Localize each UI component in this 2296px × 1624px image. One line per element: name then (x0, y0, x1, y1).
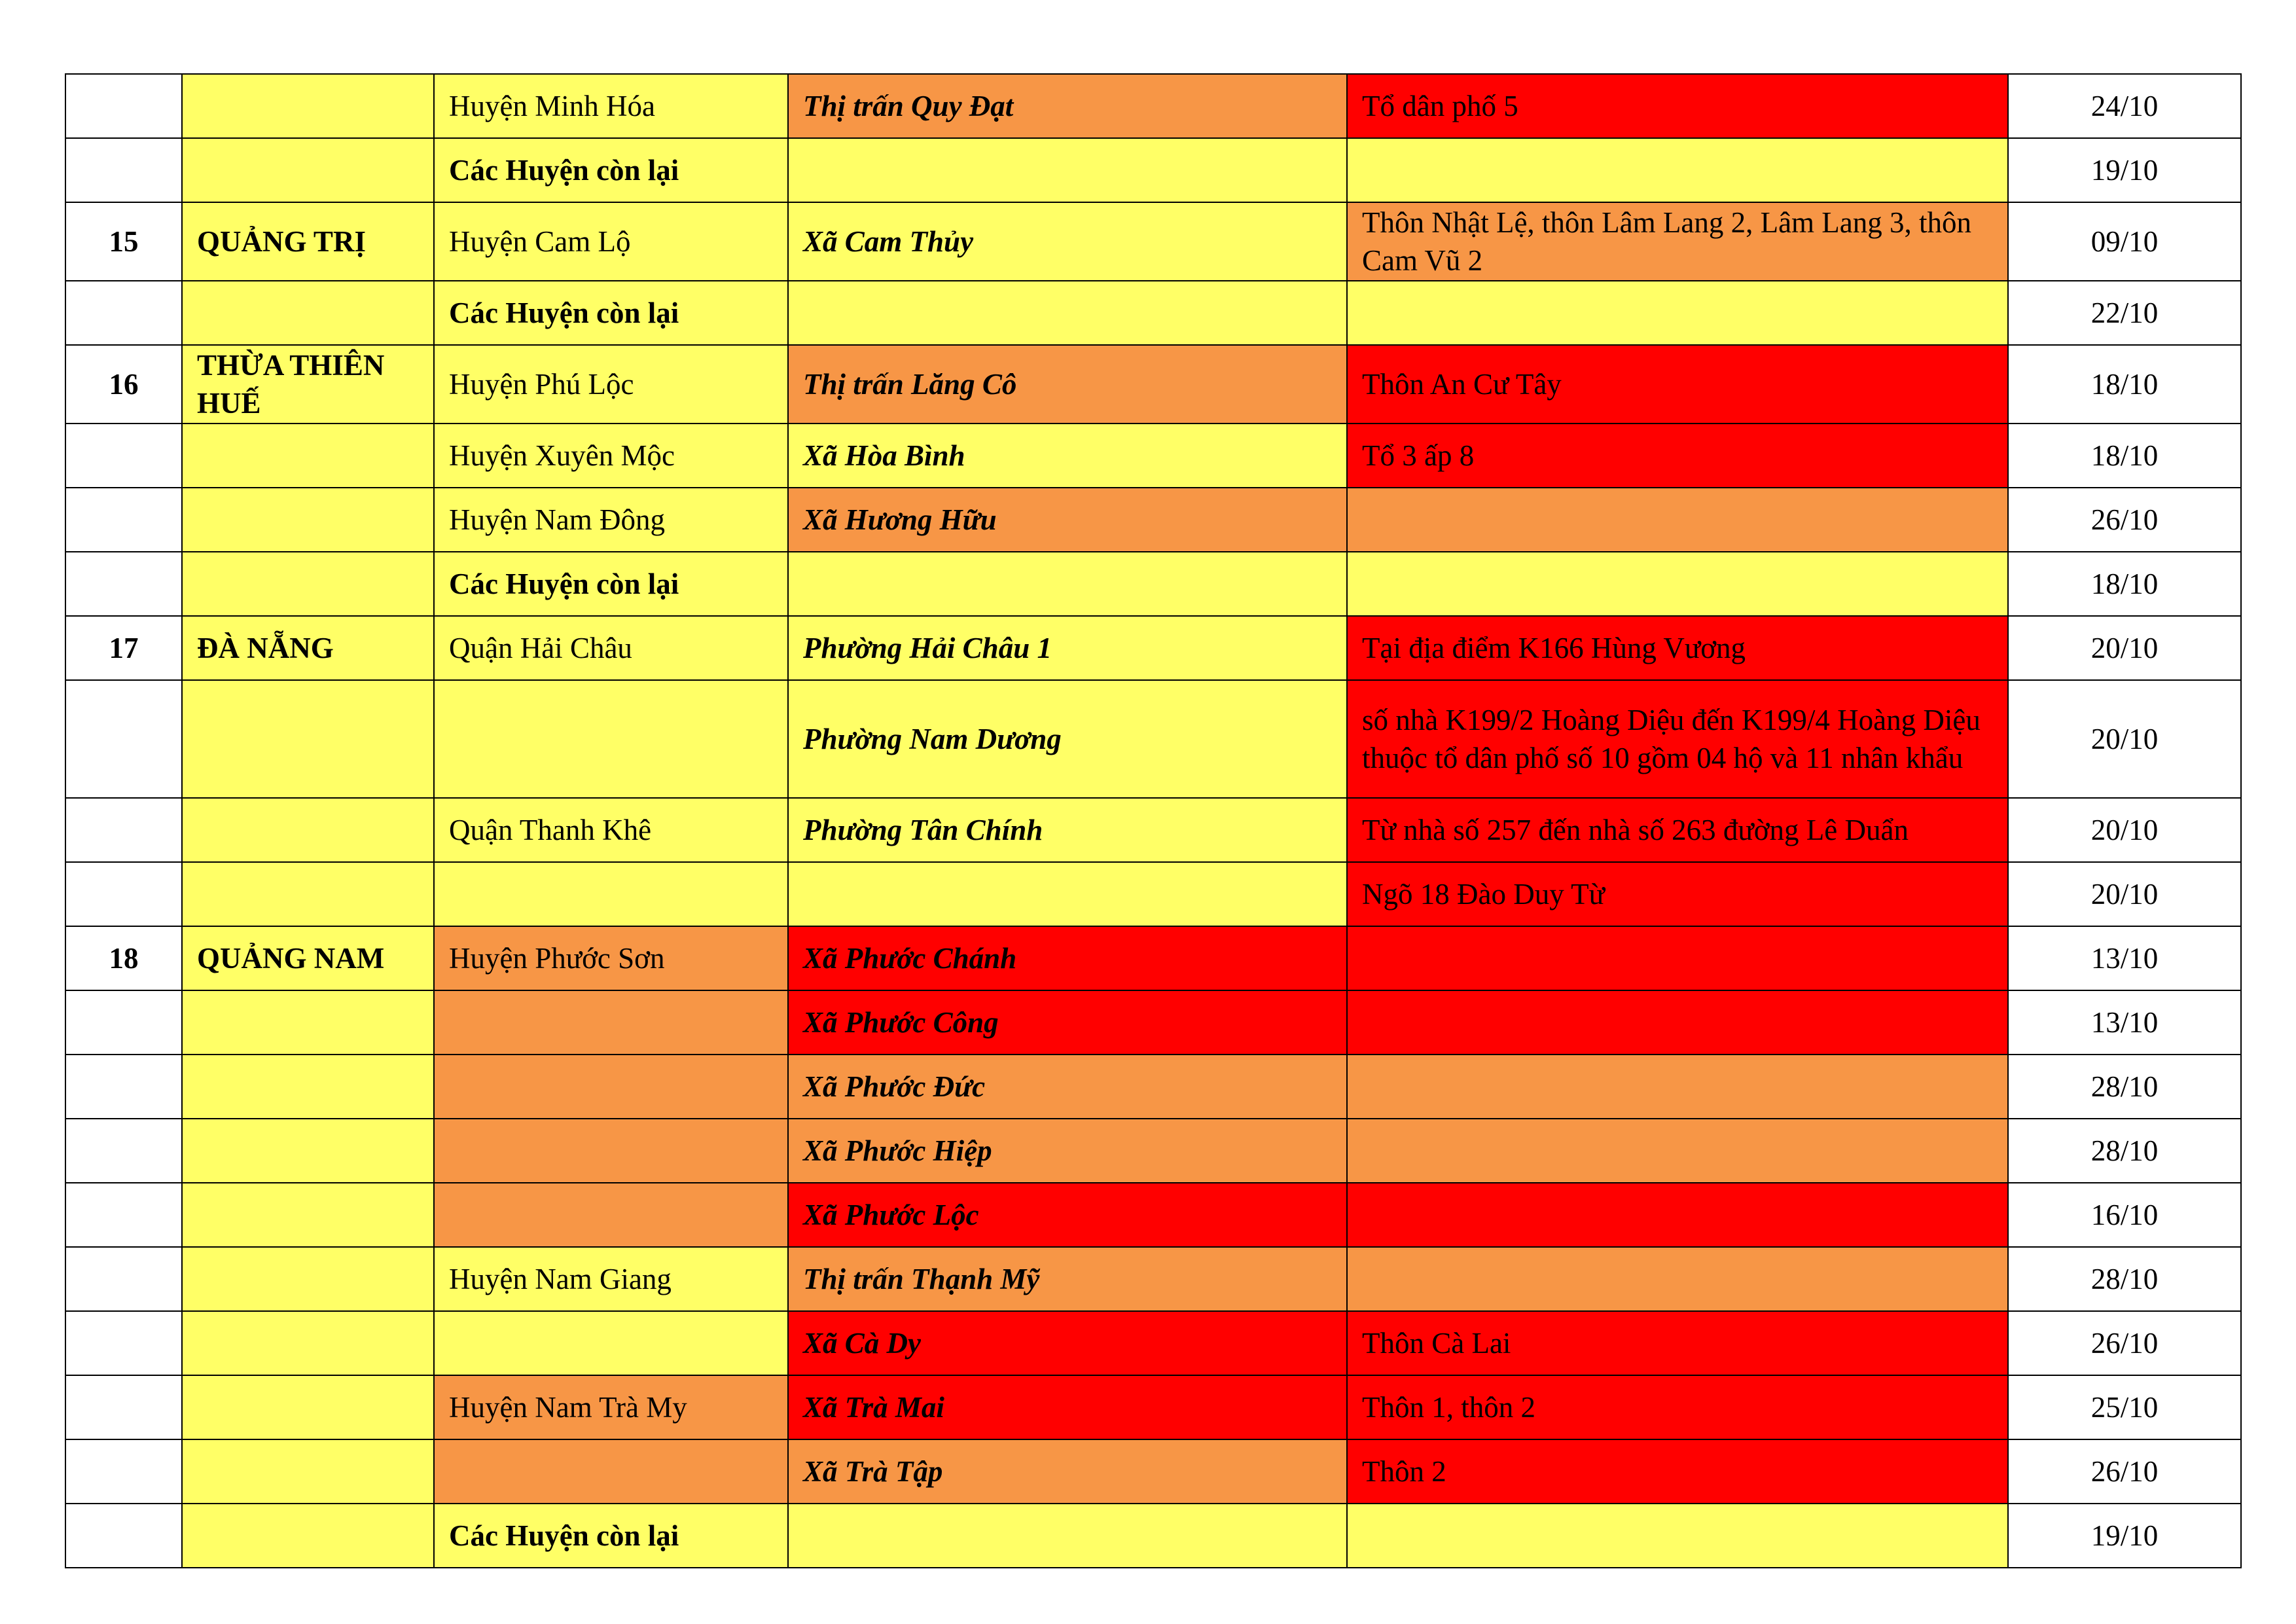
province-cell (182, 424, 434, 488)
stt-cell (65, 862, 182, 926)
date-cell: 28/10 (2008, 1055, 2241, 1119)
stt-cell (65, 1504, 182, 1568)
area-cell (1347, 990, 2008, 1055)
province-cell: ĐÀ NẴNG (182, 616, 434, 680)
area-cell (1347, 1247, 2008, 1311)
province-cell (182, 1119, 434, 1183)
zone-table (65, 73, 2242, 1568)
table-row (65, 1439, 2241, 1504)
district-cell (434, 1183, 788, 1247)
district-cell: Các Huyện còn lại (434, 552, 788, 616)
district-cell: Huyện Nam Trà My (434, 1375, 788, 1439)
table-row (65, 1055, 2241, 1119)
commune-cell: Thị trấn Quy Đạt (788, 74, 1347, 138)
stt-cell (65, 1119, 182, 1183)
table-row (65, 680, 2241, 798)
table-row (65, 798, 2241, 862)
table-row (65, 616, 2241, 680)
province-cell (182, 1247, 434, 1311)
table-row (65, 1375, 2241, 1439)
district-cell (434, 990, 788, 1055)
area-cell: Ngõ 18 Đào Duy Từ (1347, 862, 2008, 926)
table-row (65, 1311, 2241, 1375)
stt-cell (65, 1439, 182, 1504)
commune-cell: Xã Cam Thủy (788, 202, 1347, 281)
province-cell (182, 1311, 434, 1375)
district-cell: Huyện Minh Hóa (434, 74, 788, 138)
province-cell (182, 862, 434, 926)
date-cell: 20/10 (2008, 680, 2241, 798)
commune-cell: Thị trấn Thạnh Mỹ (788, 1247, 1347, 1311)
area-cell: Tổ 3 ấp 8 (1347, 424, 2008, 488)
district-cell (434, 862, 788, 926)
area-cell (1347, 552, 2008, 616)
date-cell: 13/10 (2008, 926, 2241, 990)
date-cell: 13/10 (2008, 990, 2241, 1055)
table-row (65, 926, 2241, 990)
table-row (65, 862, 2241, 926)
commune-cell: Xã Trà Tập (788, 1439, 1347, 1504)
commune-cell (788, 138, 1347, 202)
date-cell: 19/10 (2008, 1504, 2241, 1568)
area-cell: Thôn 2 (1347, 1439, 2008, 1504)
commune-cell: Phường Hải Châu 1 (788, 616, 1347, 680)
province-cell: THỪA THIÊN HUẾ (182, 345, 434, 424)
stt-cell (65, 1183, 182, 1247)
stt-cell (65, 1055, 182, 1119)
stt-cell: 16 (65, 345, 182, 424)
date-cell: 28/10 (2008, 1247, 2241, 1311)
area-cell (1347, 1183, 2008, 1247)
area-cell: Thôn 1, thôn 2 (1347, 1375, 2008, 1439)
area-cell: Tổ dân phố 5 (1347, 74, 2008, 138)
commune-cell: Thị trấn Lăng Cô (788, 345, 1347, 424)
table-row (65, 281, 2241, 345)
table-row (65, 1183, 2241, 1247)
table-row (65, 552, 2241, 616)
area-cell (1347, 138, 2008, 202)
date-cell: 26/10 (2008, 1311, 2241, 1375)
area-cell (1347, 1504, 2008, 1568)
table-row (65, 345, 2241, 424)
commune-cell: Xã Phước Hiệp (788, 1119, 1347, 1183)
commune-cell: Xã Phước Đức (788, 1055, 1347, 1119)
stt-cell (65, 680, 182, 798)
stt-cell (65, 74, 182, 138)
stt-cell (65, 1311, 182, 1375)
stt-cell (65, 552, 182, 616)
date-cell: 19/10 (2008, 138, 2241, 202)
province-cell: QUẢNG NAM (182, 926, 434, 990)
district-cell (434, 680, 788, 798)
province-cell: QUẢNG TRỊ (182, 202, 434, 281)
province-cell (182, 1375, 434, 1439)
table-row (65, 1119, 2241, 1183)
commune-cell: Phường Tân Chính (788, 798, 1347, 862)
date-cell: 18/10 (2008, 424, 2241, 488)
area-cell: Tại địa điểm K166 Hùng Vương (1347, 616, 2008, 680)
district-cell: Các Huyện còn lại (434, 1504, 788, 1568)
date-cell: 24/10 (2008, 74, 2241, 138)
province-cell (182, 552, 434, 616)
stt-cell (65, 990, 182, 1055)
table-row (65, 74, 2241, 138)
table-row (65, 202, 2241, 281)
province-cell (182, 138, 434, 202)
commune-cell: Xã Phước Công (788, 990, 1347, 1055)
commune-cell: Phường Nam Dương (788, 680, 1347, 798)
district-cell (434, 1055, 788, 1119)
district-cell: Quận Hải Châu (434, 616, 788, 680)
district-cell: Các Huyện còn lại (434, 281, 788, 345)
commune-cell: Xã Phước Chánh (788, 926, 1347, 990)
area-cell (1347, 488, 2008, 552)
province-cell (182, 1055, 434, 1119)
stt-cell: 15 (65, 202, 182, 281)
area-cell (1347, 281, 2008, 345)
commune-cell: Xã Hòa Bình (788, 424, 1347, 488)
stt-cell (65, 488, 182, 552)
date-cell: 25/10 (2008, 1375, 2241, 1439)
table-row (65, 424, 2241, 488)
date-cell: 09/10 (2008, 202, 2241, 281)
district-cell (434, 1311, 788, 1375)
commune-cell (788, 862, 1347, 926)
district-cell: Huyện Nam Giang (434, 1247, 788, 1311)
stt-cell (65, 138, 182, 202)
area-cell: Thôn Cà Lai (1347, 1311, 2008, 1375)
district-cell: Huyện Nam Đông (434, 488, 788, 552)
date-cell: 16/10 (2008, 1183, 2241, 1247)
area-cell (1347, 926, 2008, 990)
date-cell: 18/10 (2008, 345, 2241, 424)
commune-cell (788, 552, 1347, 616)
commune-cell: Xã Hương Hữu (788, 488, 1347, 552)
stt-cell (65, 424, 182, 488)
table-row (65, 488, 2241, 552)
table-row (65, 990, 2241, 1055)
province-cell (182, 281, 434, 345)
date-cell: 20/10 (2008, 862, 2241, 926)
stt-cell (65, 1375, 182, 1439)
stt-cell (65, 798, 182, 862)
province-cell (182, 1504, 434, 1568)
province-cell (182, 74, 434, 138)
district-cell: Huyện Xuyên Mộc (434, 424, 788, 488)
date-cell: 26/10 (2008, 488, 2241, 552)
commune-cell: Xã Cà Dy (788, 1311, 1347, 1375)
area-cell (1347, 1119, 2008, 1183)
date-cell: 26/10 (2008, 1439, 2241, 1504)
district-cell: Huyện Cam Lộ (434, 202, 788, 281)
stt-cell (65, 1247, 182, 1311)
province-cell (182, 990, 434, 1055)
province-cell (182, 1439, 434, 1504)
area-cell: số nhà K199/2 Hoàng Diệu đến K199/4 Hoàng Diệu thuộc tổ dân phố số 10 gồm 04 hộ và 11 nhân khẩu (1347, 680, 2008, 798)
district-cell (434, 1439, 788, 1504)
area-cell (1347, 1055, 2008, 1119)
date-cell: 18/10 (2008, 552, 2241, 616)
area-cell: Thôn An Cư Tây (1347, 345, 2008, 424)
stt-cell (65, 281, 182, 345)
table-row (65, 138, 2241, 202)
date-cell: 20/10 (2008, 616, 2241, 680)
area-cell: Thôn Nhật Lệ, thôn Lâm Lang 2, Lâm Lang 3, thôn Cam Vũ 2 (1347, 202, 2008, 281)
province-cell (182, 680, 434, 798)
province-cell (182, 488, 434, 552)
area-cell: Từ nhà số 257 đến nhà số 263 đường Lê Duẩn (1347, 798, 2008, 862)
province-cell (182, 1183, 434, 1247)
date-cell: 22/10 (2008, 281, 2241, 345)
stt-cell: 17 (65, 616, 182, 680)
commune-cell: Xã Trà Mai (788, 1375, 1347, 1439)
table-row (65, 1247, 2241, 1311)
province-cell (182, 798, 434, 862)
district-cell: Quận Thanh Khê (434, 798, 788, 862)
commune-cell (788, 1504, 1347, 1568)
date-cell: 28/10 (2008, 1119, 2241, 1183)
district-cell: Huyện Phước Sơn (434, 926, 788, 990)
date-cell: 20/10 (2008, 798, 2241, 862)
district-cell: Các Huyện còn lại (434, 138, 788, 202)
table-row (65, 1504, 2241, 1568)
commune-cell: Xã Phước Lộc (788, 1183, 1347, 1247)
stt-cell: 18 (65, 926, 182, 990)
commune-cell (788, 281, 1347, 345)
district-cell: Huyện Phú Lộc (434, 345, 788, 424)
district-cell (434, 1119, 788, 1183)
